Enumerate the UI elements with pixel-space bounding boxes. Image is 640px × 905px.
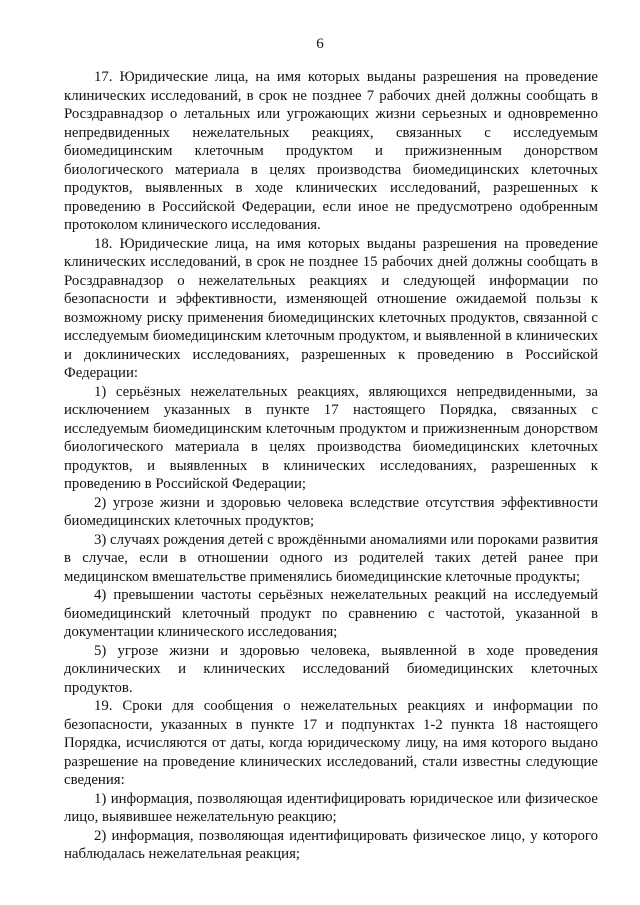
paragraph-18-item-5: 5) угрозе жизни и здоровью человека, выявленной в ходе проведения доклинических и клинических исследований биомедицинских клеточных продуктов. (64, 642, 598, 696)
paragraph-19-item-2: 2) информация, позволяющая идентифицировать физическое лицо, у которого наблюдалась нежелательная реакция; (64, 827, 598, 862)
paragraph-18-item-4: 4) превышении частоты серьёзных нежелательных реакций на исследуемый биомедицинский клеточный продукт по сравнению с частотой, указанной в документации клинического исследования; (64, 587, 598, 640)
paragraph-17: 17. Юридические лица, на имя которых выданы разрешения на проведение клинических исследований, в срок не позднее 7 рабочих дней должны сообщать в Росздравнадзор о летальных или угрожающих жизни серьезных и одновременно непредвиденных нежелательных реакциях, связанных с исследуемым биомедицинским клеточным продуктом и прижизненным донорством биологического материала в целях производства биомедицинских клеточных продуктов, выявленных в ходе клинических исследований, разрешенных к проведению в Российской Федерации, если иное не предусмотрено одобренным протоколом клинического исследования. (64, 69, 598, 233)
paragraph-19-item-1: 1) информация, позволяющая идентифицировать юридическое или физическое лицо, выявившее нежелательную реакцию; (64, 790, 598, 825)
paragraph-18: 18. Юридические лица, на имя которых выданы разрешения на проведение клинических исследований, в срок не позднее 15 рабочих дней должны сообщать в Росздравнадзор о нежелательных реакциях и следующей информации по безопасности и эффективности, изменяющей отношение ожидаемой пользы к возможному риску применения биомедицинских клеточных продуктов, связанной с исследуемым биомедицинским клеточным продуктом, и выявленной в клинических и доклинических исследованиях, разрешенных к проведению в Российской Федерации: (64, 235, 598, 381)
paragraph-18-item-3: 3) случаях рождения детей с врождёнными аномалиями или пороками развития в случае, если в отношении одного из родителей таких детей ранее при медицинском вмешательстве применялись биомедицинские клеточные продукты; (64, 531, 598, 585)
paragraph-18-item-1: 1) серьёзных нежелательных реакциях, являющихся непредвиденными, за исключением указанных в пункте 17 настоящего Порядка, связанных с исследуемым биомедицинским клеточным продуктом и прижизненным донорством биологического материала в целях производства биомедицинских клеточных продуктов, и выявленных в клинических исследованиях, разрешенных к проведению в Российской Федерации; (64, 383, 598, 492)
paragraph-18-item-2: 2) угрозе жизни и здоровью человека вследствие отсутствия эффективности биомедицинских клеточных продуктов; (64, 494, 598, 529)
page-number: 6 (316, 36, 324, 52)
paragraph-19: 19. Сроки для сообщения о нежелательных реакциях и информации по безопасности, указанных в пункте 17 и подпунктах 1-2 пункта 18 настоящего Порядка, исчисляются от даты, когда юридическому лицу, на имя которого выдано разрешение на проведение клинических исследований, стали известны следующие сведения: (64, 698, 598, 788)
document-body (64, 68, 598, 864)
